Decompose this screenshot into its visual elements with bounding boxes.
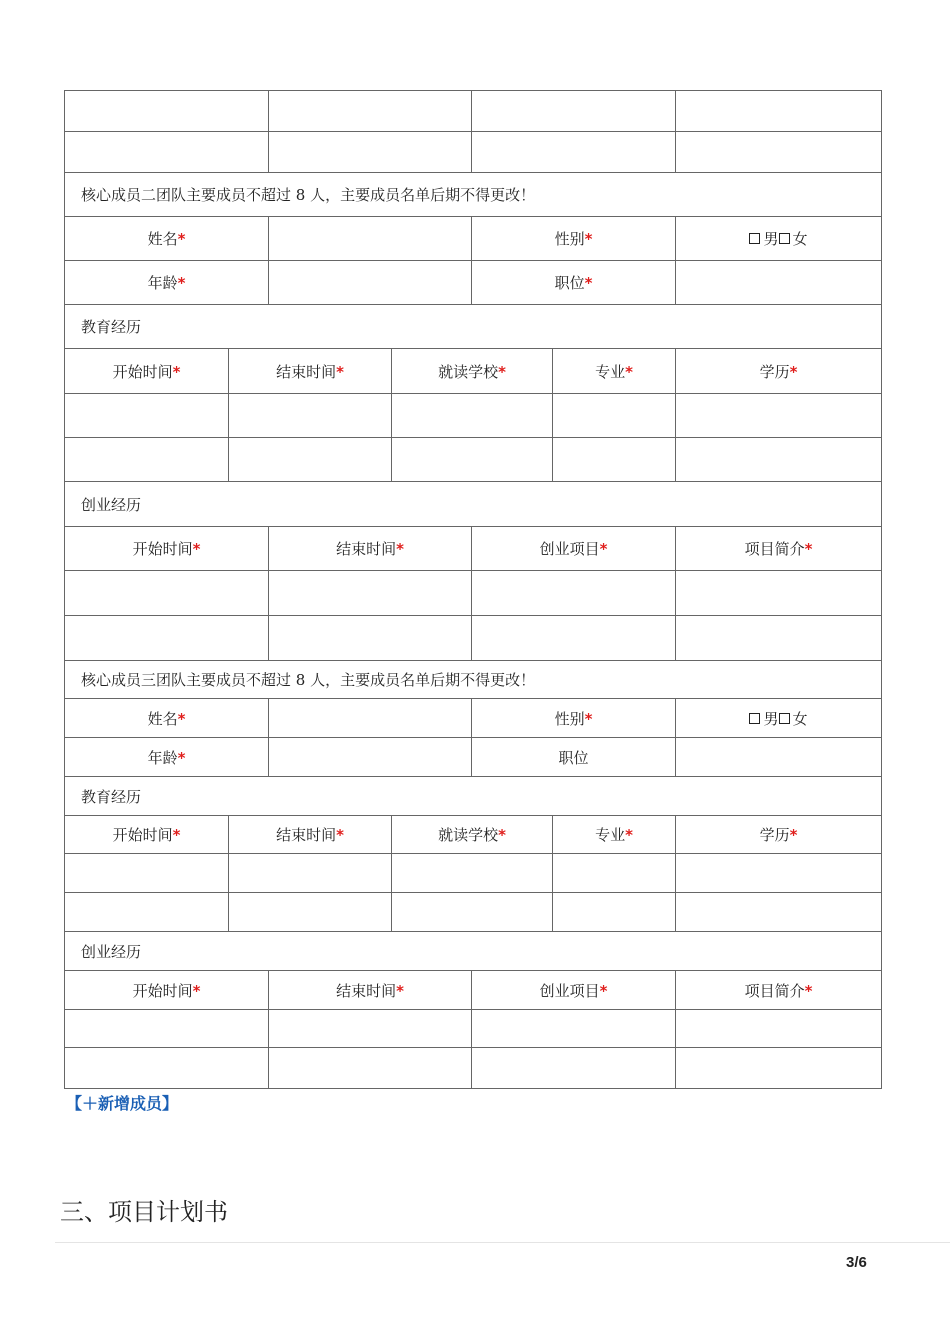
biz-cell[interactable] (65, 616, 269, 661)
prev-biz-cell[interactable] (269, 91, 472, 132)
member3-biz-title: 创业经历 (65, 932, 882, 971)
required-mark: * (336, 826, 344, 844)
biz-header-project: 创业项目* (472, 527, 676, 571)
member3-age-input[interactable] (269, 738, 472, 777)
prev-biz-cell[interactable] (472, 132, 676, 173)
page-number: 3/6 (846, 1254, 867, 1271)
checkbox-icon[interactable] (779, 233, 790, 244)
biz-cell[interactable] (676, 571, 882, 616)
gender-male-option[interactable]: 男 (749, 708, 778, 729)
edu-cell[interactable] (392, 854, 553, 893)
prev-biz-cell[interactable] (676, 132, 882, 173)
required-mark: * (625, 826, 633, 844)
edu-cell[interactable] (65, 438, 229, 482)
member3-gender-label: 性别* (472, 699, 676, 738)
member2-age-input[interactable] (269, 261, 472, 305)
required-mark: * (498, 362, 506, 381)
member3-note: 核心成员三团队主要成员不超过 8 人，主要成员名单后期不得更改！ (65, 661, 882, 699)
prev-biz-cell[interactable] (65, 132, 269, 173)
edu-cell[interactable] (553, 893, 676, 932)
biz-cell[interactable] (676, 616, 882, 661)
edu-cell[interactable] (229, 854, 392, 893)
biz-cell[interactable] (269, 1010, 472, 1048)
edu-cell[interactable] (229, 893, 392, 932)
checkbox-icon[interactable] (749, 233, 760, 244)
prev-biz-cell[interactable] (269, 132, 472, 173)
required-mark: * (804, 540, 813, 558)
biz-header-start: 开始时间* (65, 971, 269, 1010)
biz-header-intro: 项目简介* (676, 971, 882, 1010)
edu-header-end: 结束时间* (229, 816, 392, 854)
biz-cell[interactable] (269, 616, 472, 661)
member2-position-label: 职位* (472, 261, 676, 305)
biz-header-start: 开始时间* (65, 527, 269, 571)
member3-position-input[interactable] (676, 738, 882, 777)
required-mark: * (396, 540, 404, 558)
edu-header-school: 就读学校* (392, 349, 553, 394)
required-mark: * (599, 540, 608, 558)
page-divider (55, 1242, 950, 1243)
required-mark: * (804, 981, 813, 1000)
required-mark: * (789, 826, 798, 844)
team-members-form (64, 90, 882, 1089)
biz-cell[interactable] (472, 1010, 676, 1048)
required-mark: * (336, 362, 344, 381)
prev-biz-cell[interactable] (676, 91, 882, 132)
biz-cell[interactable] (472, 616, 676, 661)
add-member-button[interactable]: 【＋新增成员】 (66, 1094, 179, 1113)
member2-name-label: 姓名* (65, 217, 269, 261)
gender-female-option[interactable]: 女 (779, 708, 808, 729)
required-mark: * (177, 274, 186, 292)
edu-header-end: 结束时间* (229, 349, 392, 394)
biz-cell[interactable] (269, 571, 472, 616)
edu-cell[interactable] (229, 394, 392, 438)
edu-header-degree: 学历* (676, 349, 882, 394)
member2-biz-title: 创业经历 (65, 482, 882, 527)
gender-male-option[interactable]: 男 (749, 228, 778, 249)
edu-cell[interactable] (392, 438, 553, 482)
edu-cell[interactable] (553, 438, 676, 482)
member2-edu-title: 教育经历 (65, 305, 882, 349)
edu-cell[interactable] (65, 854, 229, 893)
edu-cell[interactable] (392, 394, 553, 438)
member3-name-label: 姓名* (65, 699, 269, 738)
required-mark: * (192, 540, 201, 558)
member2-gender-options (676, 217, 882, 261)
member2-age-label: 年龄* (65, 261, 269, 305)
biz-header-intro: 项目简介* (676, 527, 882, 571)
edu-cell[interactable] (676, 893, 882, 932)
biz-cell[interactable] (472, 1048, 676, 1089)
member3-position-label: 职位 (472, 738, 676, 777)
member2-note: 核心成员二团队主要成员不超过 8 人，主要成员名单后期不得更改！ (65, 173, 882, 217)
member3-gender-options (676, 699, 882, 738)
required-mark: * (498, 826, 506, 844)
prev-biz-cell[interactable] (65, 91, 269, 132)
biz-header-end: 结束时间* (269, 971, 472, 1010)
edu-header-major: 专业* (553, 349, 676, 394)
checkbox-icon[interactable] (749, 713, 760, 724)
biz-header-project: 创业项目* (472, 971, 676, 1010)
biz-cell[interactable] (676, 1048, 882, 1089)
edu-cell[interactable] (676, 438, 882, 482)
edu-cell[interactable] (676, 394, 882, 438)
biz-header-end: 结束时间* (269, 527, 472, 571)
edu-cell[interactable] (65, 394, 229, 438)
edu-cell[interactable] (553, 854, 676, 893)
edu-cell[interactable] (676, 854, 882, 893)
required-mark: * (584, 274, 593, 292)
member3-name-input[interactable] (269, 699, 472, 738)
biz-cell[interactable] (65, 1048, 269, 1089)
edu-cell[interactable] (553, 394, 676, 438)
required-mark: * (177, 748, 186, 767)
member2-position-input[interactable] (676, 261, 882, 305)
required-mark: * (599, 981, 608, 1000)
biz-cell[interactable] (472, 571, 676, 616)
edu-header-major: 专业* (553, 816, 676, 854)
member3-edu-title: 教育经历 (65, 777, 882, 816)
required-mark: * (625, 362, 633, 381)
biz-cell[interactable] (676, 1010, 882, 1048)
edu-header-start: 开始时间* (65, 349, 229, 394)
edu-header-start: 开始时间* (65, 816, 229, 854)
edu-cell[interactable] (229, 438, 392, 482)
required-mark: * (177, 709, 186, 728)
edu-header-school: 就读学校* (392, 816, 553, 854)
required-mark: * (396, 981, 404, 1000)
member2-name-input[interactable] (269, 217, 472, 261)
required-mark: * (584, 709, 593, 728)
required-mark: * (172, 362, 181, 381)
biz-cell[interactable] (269, 1048, 472, 1089)
required-mark: * (789, 362, 798, 381)
biz-cell[interactable] (65, 1010, 269, 1048)
gender-female-option[interactable]: 女 (779, 228, 808, 249)
required-mark: * (177, 230, 186, 248)
edu-header-degree: 学历* (676, 816, 882, 854)
prev-biz-cell[interactable] (472, 91, 676, 132)
biz-cell[interactable] (65, 571, 269, 616)
edu-cell[interactable] (65, 893, 229, 932)
required-mark: * (192, 981, 201, 1000)
required-mark: * (584, 230, 593, 248)
section-title: 三、项目计划书 (60, 1198, 228, 1226)
required-mark: * (172, 826, 181, 844)
member2-gender-label: 性别* (472, 217, 676, 261)
checkbox-icon[interactable] (779, 713, 790, 724)
member3-age-label: 年龄* (65, 738, 269, 777)
edu-cell[interactable] (392, 893, 553, 932)
